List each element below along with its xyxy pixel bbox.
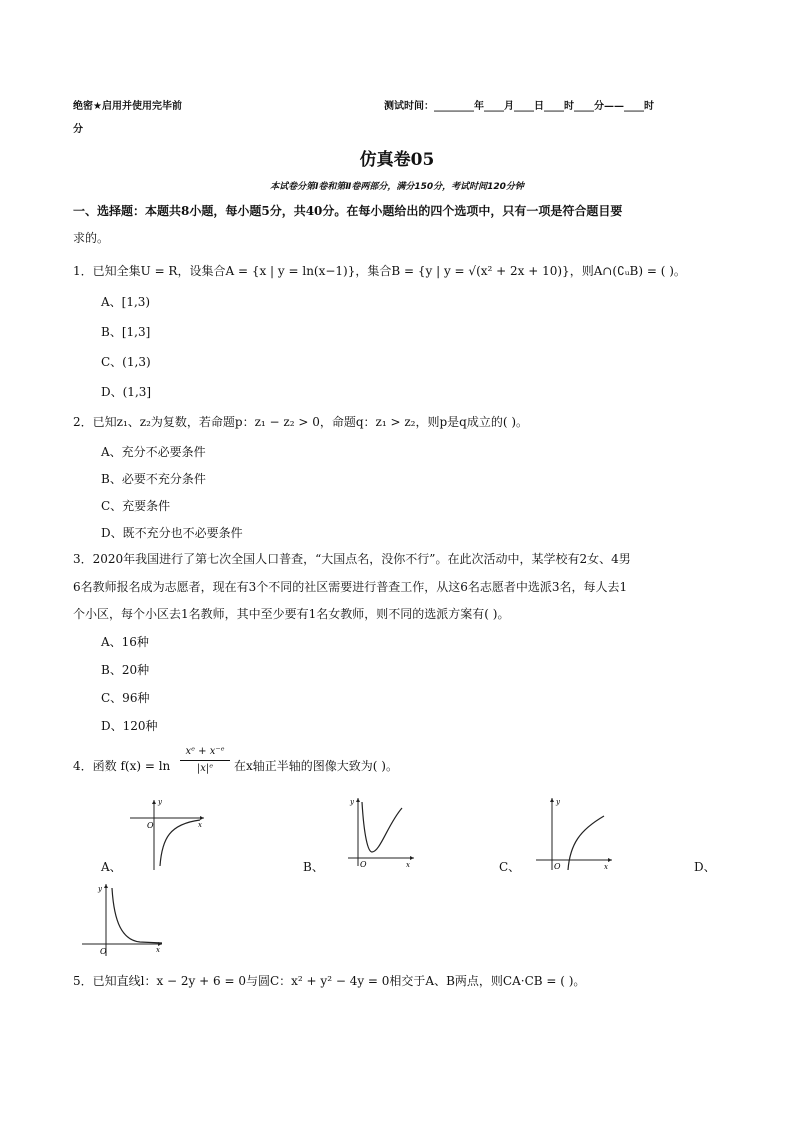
question-2: 2．已知z₁、z₂为复数，若命题p：z₁ − z₂ > 0，命题q：z₁ > z₂，则p是q成立的( )。 <box>73 415 529 429</box>
q1-option-d[interactable]: D、(1,3] <box>101 385 152 399</box>
q1-option-a[interactable]: A、[1,3) <box>101 295 151 309</box>
page-title: 仿真卷05 <box>359 150 435 170</box>
question-3-line-3: 个小区，每个小区去1名教师，其中至少要有1名女教师，则不同的选派方案有( )。 <box>73 607 510 621</box>
q4-graph-c-y-label: y <box>556 798 560 806</box>
q4-fraction-denominator: |x|ᵉ <box>196 763 214 774</box>
header-left: 绝密★启用并使用完毕前 <box>73 101 182 112</box>
q4-option-c-label[interactable]: C、 <box>499 860 521 874</box>
q3-option-a[interactable]: A、16种 <box>101 635 149 649</box>
question-3-line-1: 3．2020年我国进行了第七次全国人口普查，“大国点名，没你不行”。在此次活动中，某学校有2女、4男 <box>73 552 631 566</box>
q3-option-b[interactable]: B、20种 <box>101 663 150 677</box>
section-header: 一、选择题：本题共8小题，每小题5分，共40分。在每小题给出的四个选项中，只有一项是符合题目要 <box>73 204 623 218</box>
q4-graph-b[interactable] <box>344 796 416 870</box>
q4-graph-d[interactable] <box>80 882 164 958</box>
question-4-suffix: 在x轴正半轴的图像大致为( )。 <box>234 759 398 773</box>
q4-graph-a-origin: O <box>147 821 154 830</box>
q4-graph-c-origin: O <box>554 862 561 871</box>
q4-graph-d-x-label: x <box>156 946 160 954</box>
q1-option-b[interactable]: B、[1,3] <box>101 325 151 339</box>
q4-option-b-label[interactable]: B、 <box>303 860 324 874</box>
page-subtitle: 本试卷分第Ⅰ卷和第Ⅱ卷两部分，满分150分，考试时间120分钟 <box>270 182 524 192</box>
q3-option-d[interactable]: D、120种 <box>101 719 158 733</box>
question-1: 1．已知全集U = R，设集合A = {x | y = ln(x−1)}，集合B = {y | y = √(x² + 2x + 10)}，则A∩(∁ᵤB) = ( )。 <box>73 264 686 278</box>
q4-graph-c-x-label: x <box>604 863 608 871</box>
header-test-time: 测试时间：________年____月____日____时____分——____时 <box>384 101 654 112</box>
q2-option-b[interactable]: B、必要不充分条件 <box>101 472 206 486</box>
header-left-continued: 分 <box>73 124 83 135</box>
q4-fraction-numerator: xᵉ + x⁻ᵉ <box>185 746 225 757</box>
q4-graph-c[interactable] <box>534 796 614 872</box>
question-3-line-2: 6名教师报名成为志愿者，现在有3个不同的社区需要进行普查工作，从这6名志愿者中选派3名，每人去1 <box>73 580 628 594</box>
q4-graph-a-x-label: x <box>198 821 202 829</box>
q4-graph-a[interactable] <box>126 796 206 872</box>
q2-option-a[interactable]: A、充分不必要条件 <box>101 445 206 459</box>
section-header-continued: 求的。 <box>73 231 110 245</box>
question-5: 5．已知直线l：x − 2y + 6 = 0与圆C：x² + y² − 4y = 0相交于A、B两点，则CA·CB = ( )。 <box>73 974 586 988</box>
q4-option-a-label[interactable]: A、 <box>101 860 122 874</box>
q3-option-c[interactable]: C、96种 <box>101 691 150 705</box>
q4-graph-d-origin: O <box>100 947 107 956</box>
q4-fraction-bar <box>180 760 230 761</box>
q4-graph-b-y-label: y <box>350 798 354 806</box>
question-4-prefix: 4．函数 f(x) = ln <box>73 759 171 773</box>
q2-option-c[interactable]: C、充要条件 <box>101 499 171 513</box>
q4-graph-a-y-label: y <box>158 798 162 806</box>
q2-option-d[interactable]: D、既不充分也不必要条件 <box>101 526 243 540</box>
q4-option-d-label[interactable]: D、 <box>694 860 716 874</box>
q4-graph-b-x-label: x <box>406 861 410 869</box>
q1-option-c[interactable]: C、(1,3) <box>101 355 151 369</box>
q4-graph-b-origin: O <box>360 860 367 869</box>
q4-graph-d-y-label: y <box>98 885 102 893</box>
